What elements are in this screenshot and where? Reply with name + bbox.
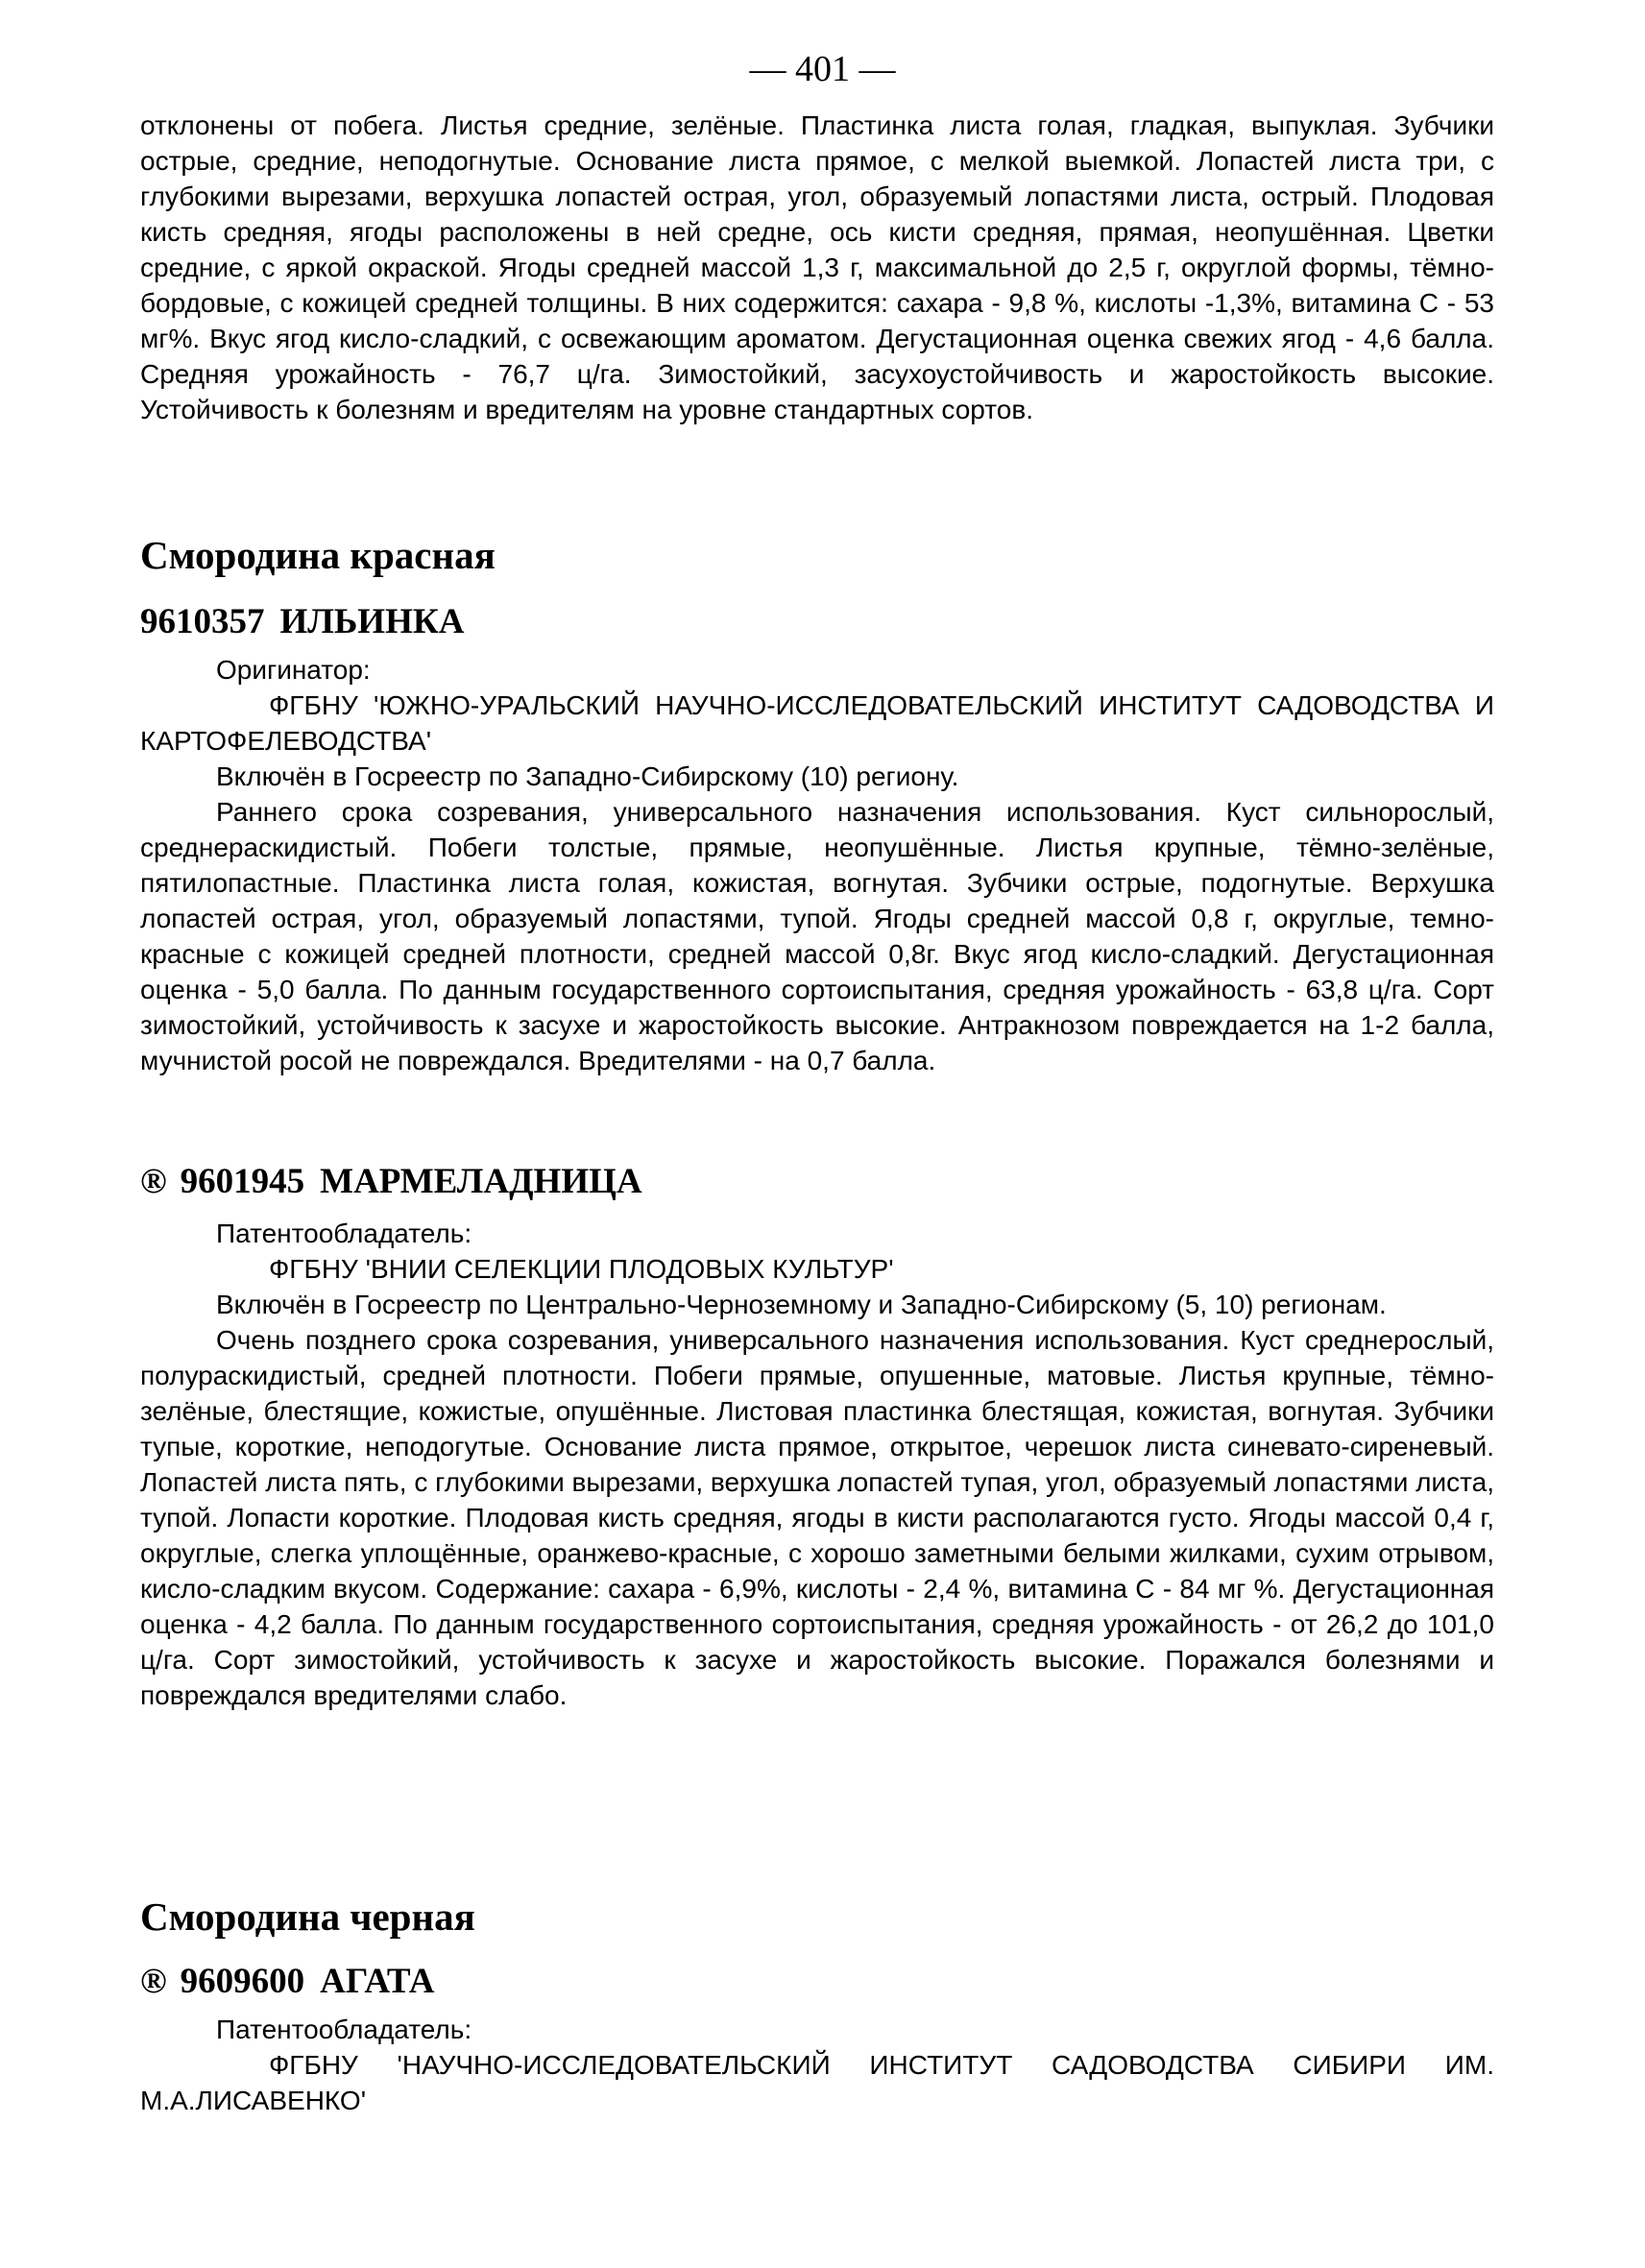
registry-text: Включён в Госреестр по Центрально-Черноземному и Западно-Сибирскому (5, 10) регионам. <box>216 1290 1387 1319</box>
variety-heading-marmeladnitsa <box>140 1161 642 1203</box>
holder-name: ФГБНУ 'НАУЧНО-ИССЛЕДОВАТЕЛЬСКИЙ ИНСТИТУТ САДОВОДСТВА СИБИРИ ИМ. М.А.ЛИСАВЕНКО' <box>140 2050 1494 2115</box>
variety-code: 9601945 <box>180 1162 305 1201</box>
registered-mark: ® <box>140 1162 167 1201</box>
page-number: — 401 — <box>749 49 896 89</box>
registered-mark: ® <box>140 1962 167 2001</box>
holder-name: ФГБНУ 'ЮЖНО-УРАЛЬСКИЙ НАУЧНО-ИССЛЕДОВАТЕЛЬСКИЙ ИНСТИТУТ САДОВОДСТВА И КАРТОФЕЛЕВОДСТВА' <box>140 690 1494 756</box>
variety-description: Раннего срока созревания, универсального назначения использования. Куст сильнорослый, среднераскидистый. Побеги толстые, прямые, неопушённые. Листья крупные, тёмно-зелёные, пятилопастные. Пластинка листа голая, кожистая, вогнутая. Зубчики острые, подогнутые. Верхушка лопастей острая, угол, образуемый лопастями, тупой. Ягоды средней массой 0,8 г, округлые, темно-красные с кожицей средней плотности, средней массой 0,8г. Вкус ягод кисло-сладкий. Дегустационная оценка - 5,0 балла. По данным государственного сортоиспытания, средняя урожайность - 63,8 ц/га. Сорт зимостойкий, устойчивость к засухе и жаростойкость высокие. Антракнозом повреждается на 1-2 балла, мучнистой росой не повреждался. Вредителями - на 0,7 балла. <box>140 797 1494 1075</box>
holder-label: Патентообладатель: <box>216 2015 472 2044</box>
intro-paragraph-block <box>140 108 1494 427</box>
holder-label: Патентообладатель: <box>216 1218 472 1248</box>
variety-body-ilyinka <box>140 652 1494 1078</box>
variety-name: ИЛЬИНКА <box>279 602 465 641</box>
variety-heading-ilyinka <box>140 601 464 643</box>
holder-name: ФГБНУ 'ВНИИ СЕЛЕКЦИИ ПЛОДОВЫХ КУЛЬТУР' <box>269 1254 894 1284</box>
variety-heading-agata <box>140 1961 434 2003</box>
variety-body-agata <box>140 2012 1494 2118</box>
variety-code: 9610357 <box>140 602 265 641</box>
variety-code: 9609600 <box>180 1962 305 2001</box>
section-heading-black-currant: Смородина черная <box>140 1894 475 1939</box>
holder-label: Оригинатор: <box>216 655 371 685</box>
variety-description: Очень позднего срока созревания, универсального назначения использования. Куст среднерослый, полураскидистый, средней плотности. Побеги прямые, опушенные, матовые. Листья крупные, тёмно-зелёные, блестящие, кожистые, опушённые. Листовая пластинка блестящая, кожистая, вогнутая. Зубчики тупые, короткие, неподогутые. Основание листа прямое, открытое, черешок листа синевато-сиреневый. Лопастей листа пять, с глубокими вырезами, верхушка лопастей тупая, угол, образуемый лопастями листа, тупой. Лопасти короткие. Плодовая кисть средняя, ягоды в кисти располагаются густо. Ягоды массой 0,4 г, округлые, слегка уплощённые, оранжево-красные, с хорошо заметными белыми жилками, сухим отрывом, кисло-сладким вкусом. Содержание: сахара - 6,9%, кислоты - 2,4 %, витамина С - 84 мг %. Дегустационная оценка - 4,2 балла. По данным государственного сортоиспытания, средняя урожайность - от 26,2 до 101,0 ц/га. Сорт зимостойкий, устойчивость к засухе и жаростойкость высокие. Поражался болезнями и повреждался вредителями слабо. <box>140 1325 1494 1710</box>
registry-text: Включён в Госреестр по Западно-Сибирскому (10) региону. <box>216 761 959 791</box>
section-heading-red-currant: Смородина красная <box>140 533 496 577</box>
variety-name: АГАТА <box>320 1962 435 2001</box>
intro-paragraph: отклонены от побега. Листья средние, зелёные. Пластинка листа голая, гладкая, выпуклая. Зубчики острые, средние, неподогнутые. Основание листа прямое, с мелкой выемкой. Лопастей листа три, с глубокими вырезами, верхушка лопастей острая, угол, образуемый лопастями листа, острый. Плодовая кисть средняя, ягоды расположены в ней средне, ось кисти средняя, прямая, неопушённая. Цветки средние, с яркой окраской. Ягоды средней массой 1,3 г, максимальной до 2,5 г, округлой формы, тёмно-бордовые, с кожицей средней толщины. В них содержится: сахара - 9,8 %, кислоты -1,3%, витамина С - 53 мг%. Вкус ягод кисло-сладкий, с освежающим ароматом. Дегустационная оценка свежих ягод - 4,6 балла. Средняя урожайность - 76,7 ц/га. Зимостойкий, засухоустойчивость и жаростойкость высокие. Устойчивость к болезням и вредителям на уровне стандартных сортов. <box>140 110 1494 424</box>
variety-name: МАРМЕЛАДНИЦА <box>320 1162 642 1201</box>
variety-body-marmeladnitsa <box>140 1216 1494 1713</box>
